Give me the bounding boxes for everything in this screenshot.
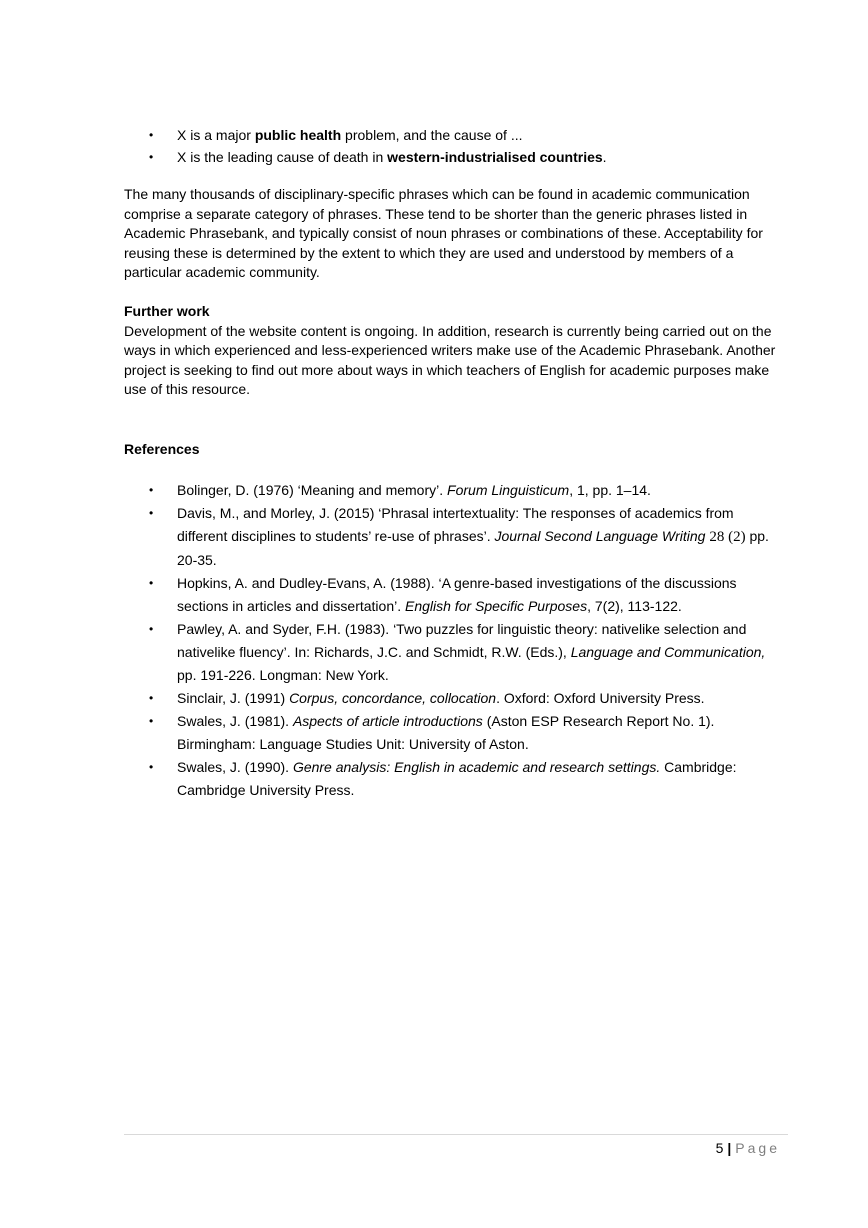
reference-item: • Swales, J. (1981). Aspects of article introductions (Aston ESP Research Report No. 1). Birmingham: Language Studies Unit: University of Aston. xyxy=(124,710,784,756)
page-number: 5 xyxy=(715,1140,724,1156)
book-title: Language and Communication, xyxy=(570,643,766,660)
document-page xyxy=(124,124,784,802)
bold-phrase: public health xyxy=(254,127,342,143)
page-footer xyxy=(716,1139,780,1157)
reference-item: • Pawley, A. and Syder, F.H. (1983). ‘Two puzzles for linguistic theory: nativelike selection and nativelike fluency’. In: Richards, J.C. and Schmidt, R.W. (Eds.), Language and Communication, pp. 191-226. Longman: New York. xyxy=(124,618,784,687)
journal-title: Forum Linguisticum xyxy=(447,481,570,498)
reference-item: • Swales, J. (1990). Genre analysis: English in academic and research settings. Cambridge: Cambridge University Press. xyxy=(124,756,784,802)
intro-paragraph: The many thousands of disciplinary-specific phrases which can be found in academic communication comprise a separate category of phrases. These tend to be shorter than the generic phrases listed in Academic Phrasebank, and typically consist of noun phrases or combinations of these. Acceptability for reusing these is determined by the extent to which they are used and understood by members of a particular academic community. xyxy=(124,186,763,281)
bullet-icon: • xyxy=(149,482,154,497)
bullet-icon: • xyxy=(149,150,154,164)
reference-list xyxy=(124,479,784,802)
further-work-paragraph: Development of the website content is ongoing. In addition, research is currently being carried out on the ways in which experienced and less-experienced writers make use of the Academic Phrasebank. Another project is seeking to find out more about ways in which teachers of English for academic purposes make use of this resource. xyxy=(124,322,776,398)
book-title: Genre analysis: English in academic and research settings. xyxy=(292,758,661,775)
bullet-icon: • xyxy=(149,575,154,590)
bullet-icon: • xyxy=(149,759,154,774)
bold-phrase: western-industrialised countries xyxy=(387,149,603,165)
reference-item: • Davis, M., and Morley, J. (2015) ‘Phrasal intertextuality: The responses of academics from different disciplines to students’ re-use of phrases’. Journal Second Language Writing 28 (2) pp. 20-35. xyxy=(124,502,784,572)
reference-item: • Bolinger, D. (1976) ‘Meaning and memory’. Forum Linguisticum, 1, pp. 1–14. xyxy=(124,479,784,502)
book-title: Aspects of article introductions xyxy=(292,712,483,729)
reference-item: • Sinclair, J. (1991) Corpus, concordance, collocation. Oxford: Oxford University Press. xyxy=(124,687,784,710)
references-heading: References xyxy=(124,440,200,457)
further-work-heading: Further work xyxy=(124,302,210,319)
journal-title: Journal Second Language Writing xyxy=(494,527,706,544)
bullet-icon: • xyxy=(149,505,154,520)
volume-issue: 28 (2) xyxy=(709,528,746,545)
journal-title: English for Specific Purposes xyxy=(405,597,588,614)
footer-divider xyxy=(124,1134,788,1135)
example-phrase-list xyxy=(124,124,784,168)
bullet-icon: • xyxy=(149,713,154,728)
page-label: Page xyxy=(735,1140,780,1156)
bullet-icon: • xyxy=(149,128,154,142)
book-title: Corpus, concordance, collocation xyxy=(289,689,497,706)
list-item: • X is the leading cause of death in western-industrialised countries. xyxy=(124,146,784,168)
list-item: • X is a major public health problem, and the cause of ... xyxy=(124,124,784,146)
footer-separator: | xyxy=(727,1140,732,1156)
bullet-icon: • xyxy=(149,621,154,636)
bullet-icon: • xyxy=(149,690,154,705)
reference-item: • Hopkins, A. and Dudley-Evans, A. (1988). ‘A genre-based investigations of the discussions sections in articles and dissertation’. English for Specific Purposes, 7(2), 113-122. xyxy=(124,572,784,618)
